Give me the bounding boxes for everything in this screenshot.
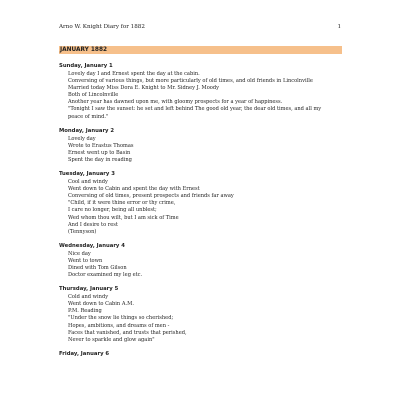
entry-line: Ernest went up to Basin xyxy=(68,149,131,156)
entry-line: Lovely day xyxy=(68,135,96,142)
entry-line: Another year has dawned upon me, with gloomy prospects for a year of happiness. xyxy=(68,99,283,106)
entry-date: Friday, January 6 xyxy=(59,350,110,357)
entry-line: Wrote to Erastus Thomas xyxy=(68,142,134,149)
entry-line: Never to sparkle and glow again" xyxy=(68,336,155,343)
entry-line: Went down to Cabin A.M. xyxy=(68,301,134,308)
entry-line: (Tennyson) xyxy=(68,228,97,235)
entry-date: Wednesday, January 4 xyxy=(59,242,125,249)
entry-date: Monday, January 2 xyxy=(59,127,115,134)
entry-line: I care no longer, being all unblest; xyxy=(68,207,157,214)
page-number: 1 xyxy=(337,24,341,30)
entry-line: Married today Miss Dora E. Knight to Mr. Sidney J. Moody xyxy=(68,85,219,92)
page-header xyxy=(59,24,341,31)
entry-line: Hopes, ambitions, and dreams of men - xyxy=(68,322,170,329)
entry-line: "Child, if it were thine error or thy crime, xyxy=(68,200,176,207)
entry-date: Thursday, January 5 xyxy=(59,286,119,293)
entry-line: Doctor examined my leg etc. xyxy=(68,272,143,279)
entry-line: Dined with Tom Gilson xyxy=(68,264,127,271)
entry-date: Tuesday, January 3 xyxy=(59,171,115,178)
entry-date: Sunday, January 1 xyxy=(59,63,113,69)
entry-line: "Tonight I saw the sunset: he set and left behind The good old year, the dear old times, and all my xyxy=(68,106,322,113)
entry-line: P.M. Reading xyxy=(68,308,102,315)
entry-line: Conversing of various things, but more particularly of old times, and old friends in Lincolnville xyxy=(68,78,313,85)
entry-line: Spent the day in reading xyxy=(68,156,132,163)
entry-line: Conversing of old times, present prospects and friends far away xyxy=(68,193,234,200)
entry-line: "Under the snow lie things so cherished; xyxy=(68,315,174,322)
diary-entry xyxy=(59,127,342,164)
entry-line: Cool and windy xyxy=(68,179,108,186)
entry-line: Both of Lincolnville xyxy=(68,92,119,99)
entry-line: Cold and windy xyxy=(68,294,109,301)
entry-line: And I desire to rest xyxy=(68,221,118,228)
month-heading: JANUARY 1882 xyxy=(59,46,342,54)
entry-line: Went down to Cabin and spent the day with Ernest xyxy=(68,186,200,193)
diary-entry xyxy=(59,170,342,236)
entry-line: Faces that vanished, and trusts that perished, xyxy=(68,329,187,336)
diary-entry xyxy=(59,242,342,279)
diary-entry xyxy=(59,285,342,344)
entry-line: Went to town xyxy=(68,257,103,264)
entry-line: Wed whom thou wilt, but I am sick of Time xyxy=(68,214,179,221)
diary-entry xyxy=(59,62,342,121)
diary-entries xyxy=(59,62,342,364)
document-title: Arno W. Knight Diary for 1882 xyxy=(59,24,145,30)
entry-line: Lovely day I and Ernest spent the day at the cabin. xyxy=(68,71,200,77)
entry-line: peace of mind." xyxy=(68,113,109,120)
entry-line: Nice day xyxy=(68,250,91,257)
diary-entry xyxy=(59,350,342,358)
